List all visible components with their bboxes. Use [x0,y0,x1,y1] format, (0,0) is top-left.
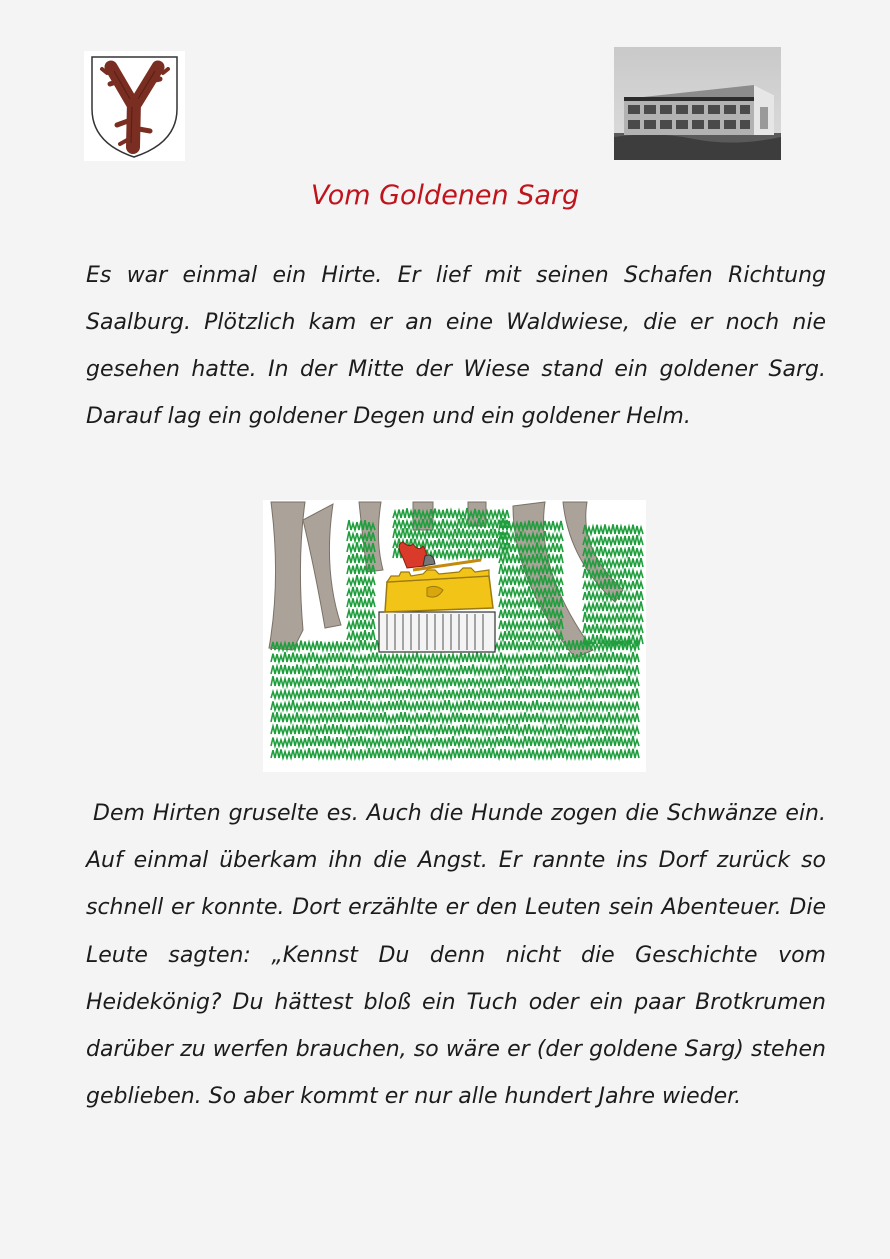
page-title: Vom Goldenen Sarg [310,180,580,211]
school-building-photo [614,47,781,160]
coat-of-arms [84,51,185,161]
story-paragraph-2: Dem Hirten gruselte es. Auch die Hunde zogen die Schwänze ein. Auf einmal überkam ihn die Angst. Er rannte ins Dorf zurück so schnell er konnte. Dort erzählte er den Leuten sein Abenteuer. Die Leute sagten: „Kennst Du denn nicht die Geschichte vom Heidekönig? Du hättest bloß ein Tuch oder ein paar Brotkrumen darüber zu werfen brauchen, so wäre er (der goldene Sarg) stehen geblieben. So aber kommt er nur alle hundert Jahre wieder. [86,801,826,1110]
story-paragraph-1: Es war einmal ein Hirte. Er lief mit seinen Schafen Richtung Saalburg. Plötzlich kam er an eine Waldwiese, die er noch nie gesehen hatte. In der Mitte der Wiese stand ein goldener Sarg. Darauf lag ein goldener Degen und ein goldener Helm. [86,263,826,429]
golden-coffin-drawing [263,500,646,772]
coat-of-arms-icon [84,51,185,161]
